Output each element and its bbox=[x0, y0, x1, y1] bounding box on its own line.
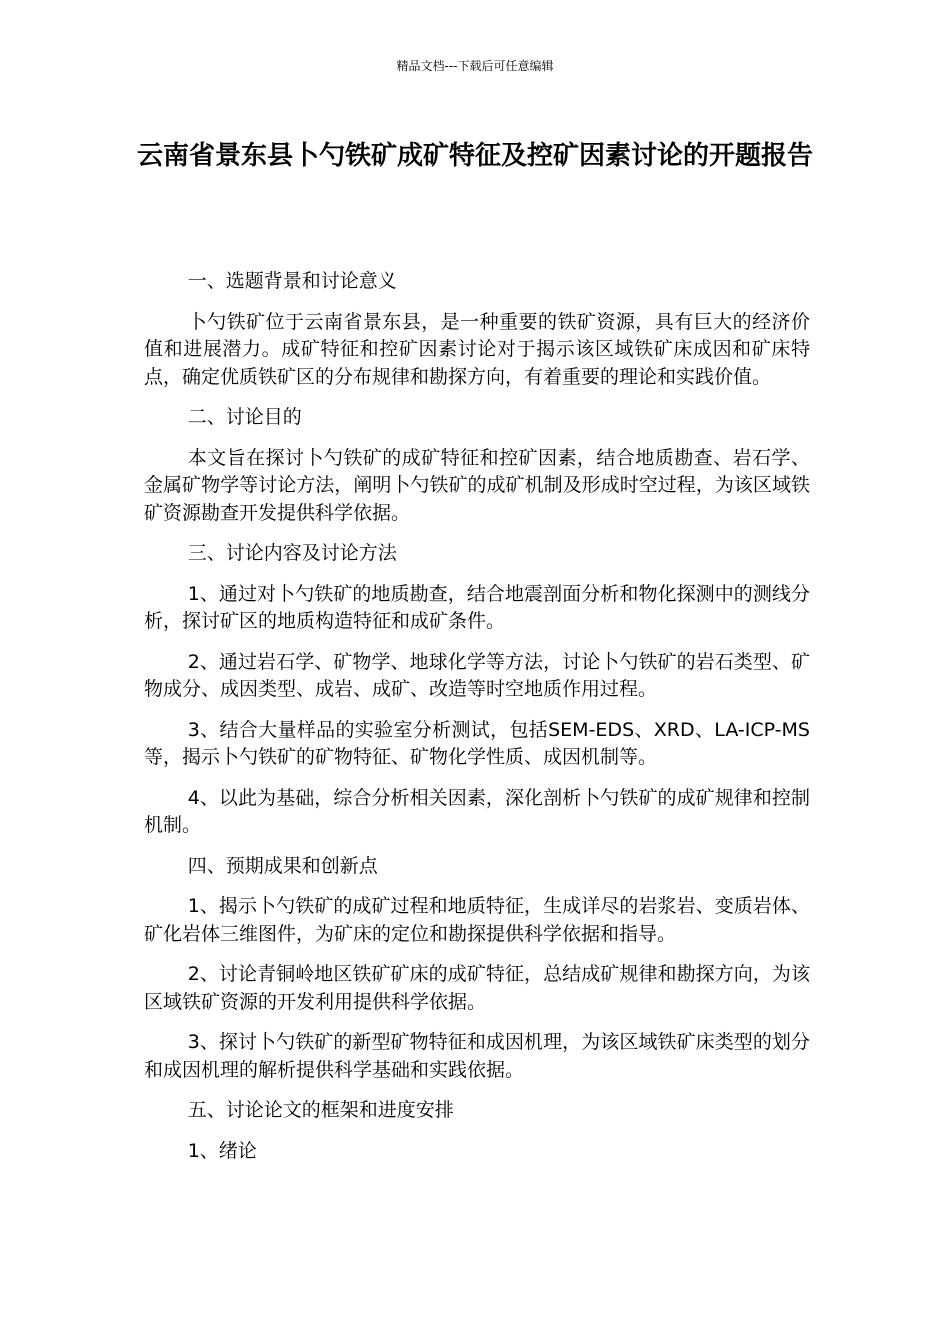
section-heading-purpose: 二、讨论目的 bbox=[187, 406, 302, 428]
list-item-method-1: 1、通过对卜勺铁矿的地质勘查，结合地震剖面分析和物化探测中的测线分析，探讨矿区的地质构造特征和成矿条件。 bbox=[144, 582, 810, 632]
section-heading-framework-schedule: 五、讨论论文的框架和进度安排 bbox=[187, 1099, 454, 1121]
list-item-method-2: 2、通过岩石学、矿物学、地球化学等方法，讨论卜勺铁矿的岩石类型、矿物成分、成因类型、成岩、成矿、改造等时空地质作用过程。 bbox=[144, 650, 810, 700]
list-item-result-2: 2、讨论青铜岭地区铁矿矿床的成矿特征，总结成矿规律和勘探方向，为该区域铁矿资源的开发利用提供科学依据。 bbox=[144, 963, 810, 1013]
list-item-method-3: 3、结合大量样品的实验室分析测试，包括SEM-EDS、XRD、LA-ICP-MS等，揭示卜勺铁矿的矿物特征、矿物化学性质、成因机制等。 bbox=[144, 718, 810, 768]
page-header: 精品文档---下载后可任意编辑 bbox=[396, 59, 554, 73]
document-body bbox=[144, 268, 810, 1178]
document-title: 云南省景东县卜勺铁矿成矿特征及控矿因素讨论的开题报告 bbox=[136, 141, 813, 171]
list-item-result-1: 1、揭示卜勺铁矿的成矿过程和地质特征，生成详尽的岩浆岩、变质岩体、矿化岩体三维图件，为矿床的定位和勘探提供科学依据和指导。 bbox=[144, 895, 810, 945]
section-heading-expected-results: 四、预期成果和创新点 bbox=[187, 854, 378, 877]
paragraph-purpose: 本文旨在探讨卜勺铁矿的成矿特征和控矿因素，结合地质勘查、岩石学、金属矿物学等讨论方法，阐明卜勺铁矿的成矿机制及形成时空过程，为该区域铁矿资源勘查开发提供科学依据。 bbox=[144, 446, 810, 524]
section-heading-content-methods: 三、讨论内容及讨论方法 bbox=[187, 542, 397, 564]
section-heading-background: 一、选题背景和讨论意义 bbox=[187, 270, 397, 292]
list-item-method-4: 4、以此为基础，综合分析相关因素，深化剖析卜勺铁矿的成矿规律和控制机制。 bbox=[144, 786, 810, 836]
paragraph-background: 卜勺铁矿位于云南省景东县，是一种重要的铁矿资源，具有巨大的经济价值和进展潜力。成矿特征和控矿因素讨论对于揭示该区域铁矿床成因和矿床特点，确定优质铁矿区的分布规律和勘探方向，有着重要的理论和实践价值。 bbox=[144, 310, 810, 388]
subsection-heading-introduction: 1、绪论 bbox=[187, 1139, 257, 1162]
list-item-result-3: 3、探讨卜勺铁矿的新型矿物特征和成因机理，为该区域铁矿床类型的划分和成因机理的解析提供科学基础和实践依据。 bbox=[144, 1031, 810, 1081]
